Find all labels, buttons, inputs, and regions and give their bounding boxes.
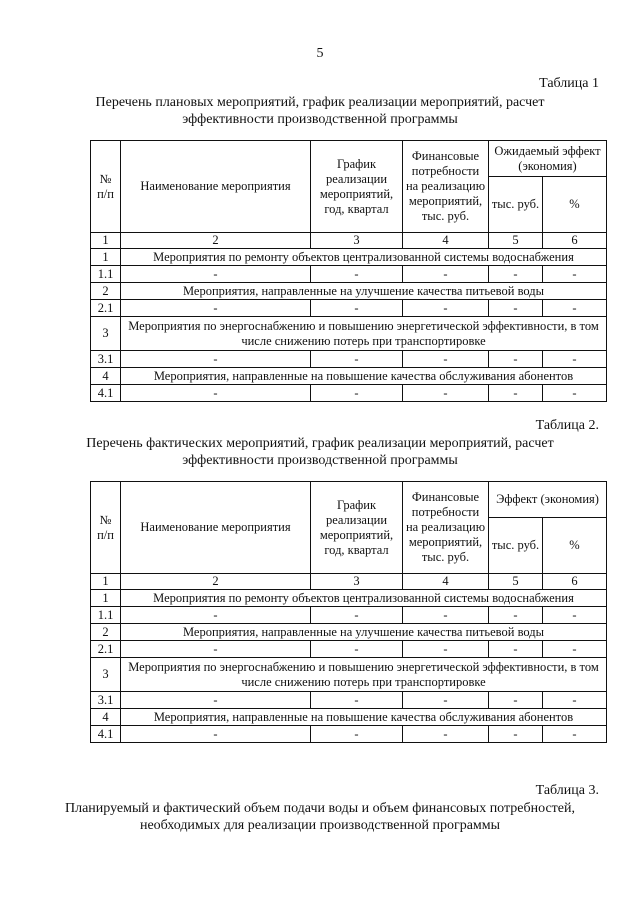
table-cell: - [311,726,403,743]
column-number: 4 [403,233,489,249]
table-cell: - [489,692,543,709]
column-number: 3 [311,574,403,590]
table-cell: - [121,385,311,402]
section-title: Мероприятия, направленные на улучшение качества питьевой воды [121,624,607,641]
table-cell: - [403,385,489,402]
table-cell: - [543,692,607,709]
header-name: Наименование мероприятия [121,141,311,233]
row-number: 4.1 [91,726,121,743]
section-row [91,283,607,300]
table-cell: - [121,300,311,317]
row-number: 1.1 [91,266,121,283]
table-1 [90,140,607,402]
item-row [91,300,607,317]
table-2-title: Перечень фактических мероприятий, график реализации мероприятий, расчет эффективности производственной программы [86,436,554,468]
table-cell: - [403,692,489,709]
section-row [91,368,607,385]
table-cell: - [489,300,543,317]
table-cell: - [543,641,607,658]
table-cell: - [121,726,311,743]
column-number: 3 [311,233,403,249]
table-cell: - [121,692,311,709]
section-row [91,249,607,266]
item-row [91,351,607,368]
section-title: Мероприятия по энергоснабжению и повышению энергетической эффективности, в том числе снижению потерь при транспортировке [121,658,607,692]
item-row [91,607,607,624]
table-2-label: Таблица 2. [535,418,599,433]
section-title: Мероприятия по ремонту объектов централизованной системы водоснабжения [121,249,607,266]
header-schedule: График реализации мероприятий, год, квартал [311,482,403,574]
header-effect: Эффект (экономия) [489,482,607,518]
column-number: 4 [403,574,489,590]
item-row [91,385,607,402]
table-cell: - [311,300,403,317]
table-1-title: Перечень плановых мероприятий, график реализации мероприятий, расчет эффективности производственной программы [95,95,545,127]
column-number: 5 [489,574,543,590]
header-num: № п/п [91,141,121,233]
header-effect-pct: % [543,518,607,574]
table-cell: - [403,266,489,283]
header-name: Наименование мероприятия [121,482,311,574]
table-cell: - [543,300,607,317]
table-cell: - [543,385,607,402]
header-schedule: График реализации мероприятий, год, квартал [311,141,403,233]
item-row [91,641,607,658]
section-title: Мероприятия, направленные на улучшение качества питьевой воды [121,283,607,300]
row-number: 3.1 [91,692,121,709]
section-row [91,590,607,607]
table-cell: - [543,726,607,743]
column-number: 5 [489,233,543,249]
row-number: 2.1 [91,300,121,317]
table-cell: - [311,351,403,368]
column-number: 1 [91,574,121,590]
table-cell: - [489,351,543,368]
table-cell: - [311,385,403,402]
section-title: Мероприятия, направленные на повышение качества обслуживания абонентов [121,368,607,385]
table-cell: - [543,266,607,283]
row-number: 1.1 [91,607,121,624]
header-effect: Ожидаемый эффект (экономия) [489,141,607,177]
item-row [91,266,607,283]
row-number: 1 [91,249,121,266]
table-cell: - [311,266,403,283]
header-num: № п/п [91,482,121,574]
row-number: 4 [91,368,121,385]
item-row [91,692,607,709]
table-cell: - [403,351,489,368]
table-1-label: Таблица 1 [539,76,599,91]
row-number: 3 [91,317,121,351]
section-title: Мероприятия по ремонту объектов централизованной системы водоснабжения [121,590,607,607]
row-number: 4 [91,709,121,726]
header-finance: Финансовые потребности на реализацию мероприятий, тыс. руб. [403,482,489,574]
column-number: 2 [121,574,311,590]
table-cell: - [489,726,543,743]
table-cell: - [121,266,311,283]
table-cell: - [489,607,543,624]
table-cell: - [489,385,543,402]
column-number: 2 [121,233,311,249]
table-cell: - [543,607,607,624]
row-number: 3.1 [91,351,121,368]
row-number: 2 [91,283,121,300]
table-cell: - [403,641,489,658]
section-row [91,709,607,726]
header-finance: Финансовые потребности на реализацию мероприятий, тыс. руб. [403,141,489,233]
table-3-label: Таблица 3. [535,783,599,798]
table-cell: - [489,266,543,283]
table-cell: - [543,351,607,368]
header-effect-rub: тыс. руб. [489,177,543,233]
row-number: 1 [91,590,121,607]
item-row [91,726,607,743]
table-cell: - [489,641,543,658]
section-row [91,658,607,692]
column-number: 6 [543,233,607,249]
column-number: 6 [543,574,607,590]
header-effect-pct: % [543,177,607,233]
section-row [91,624,607,641]
table-cell: - [121,607,311,624]
row-number: 3 [91,658,121,692]
table-cell: - [311,692,403,709]
table-cell: - [121,641,311,658]
table-cell: - [403,300,489,317]
table-cell: - [403,607,489,624]
page-number: 5 [316,46,324,61]
row-number: 2.1 [91,641,121,658]
table-cell: - [311,607,403,624]
section-title: Мероприятия по энергоснабжению и повышению энергетической эффективности, в том числе снижению потерь при транспортировке [121,317,607,351]
table-cell: - [403,726,489,743]
section-row [91,317,607,351]
section-title: Мероприятия, направленные на повышение качества обслуживания абонентов [121,709,607,726]
table-2 [90,481,607,743]
table-cell: - [311,641,403,658]
column-number: 1 [91,233,121,249]
row-number: 2 [91,624,121,641]
row-number: 4.1 [91,385,121,402]
header-effect-rub: тыс. руб. [489,518,543,574]
table-3-title: Планируемый и фактический объем подачи воды и объем финансовых потребностей, необходимых для реализации производственной программы [64,801,575,833]
table-cell: - [121,351,311,368]
